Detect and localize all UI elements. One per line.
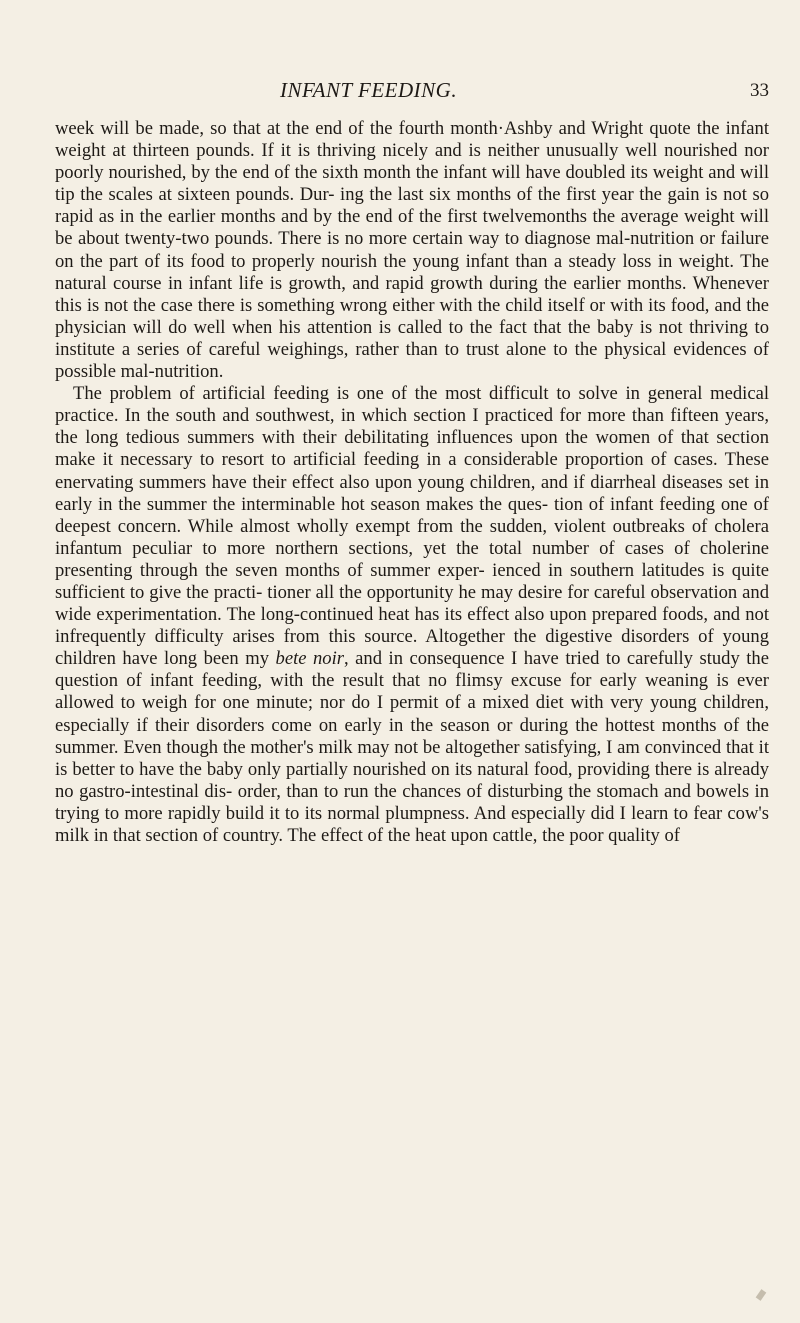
running-head-title: INFANT FEEDING.	[280, 78, 458, 102]
paragraph-text-after: , and in consequence I have tried to carefully study the question of infant feeding, with the result that no flimsy excuse for early weaning is ever allowed to weigh for one minute; nor do I permit of a mixed diet with very young children, especially if their disorders come on early in the season or during the hottest months of the summer. Even though the mother's milk may not be altogether satisfying, I am convinced that it is better to have the baby only partially nourished on its natural food, providing there is already no gastro-intestinal dis- order, than to run the chances of disturbing the stomach and bowels in trying to more rapidly build it to its normal plumpness. And especially did I learn to fear cow's milk in that section of country. The effect of the heat upon cattle, the poor quality of	[55, 648, 769, 846]
paragraph-continued: week will be made, so that at the end of the fourth month·Ashby and Wright quote the infant weight at thirteen pounds. If it is thriving nicely and is neither unusually well nourished nor poorly nourished, by the end of the sixth month the infant will have doubled its weight and will tip the scales at sixteen pounds. Dur- ing the last six months of the first year the gain is not so rapid as in the earlier months and by the end of the first twelvemonths the average weight will be about twenty-two pounds. There is no more certain way to diagnose mal-nutrition or failure on the part of its food to properly nourish the young infant than a steady loss in weight. The natural course in infant life is growth, and rapid growth during the earlier months. Whenever this is not the case there is something wrong either with the child itself or with its food, and the physician will do well when his attention is called to the fact that the baby is not thriving to institute a series of careful weighings, rather than to trust alone to the physical evidences of possible mal-nutrition.	[55, 118, 769, 383]
paragraph-artificial-feeding	[55, 383, 769, 847]
body-text	[55, 118, 769, 847]
running-head	[0, 78, 800, 108]
page-number: 33	[750, 80, 769, 101]
italic-phrase: bete noir	[275, 648, 344, 670]
paragraph-text-before: The problem of artificial feeding is one of the most difficult to solve in general medical practice. In the south and southwest, in which section I practiced for more than fifteen years, the long tedious summers with their debilitating influences upon the women of that section make it necessary to resort to artificial feeding in a considerable proportion of cases. These enervating summers have their effect also upon young children, and if diarrheal diseases set in early in the summer the interminable hot season makes the ques- tion of infant feeding one of deepest concern. While almost wholly exempt from the sudden, violent outbreaks of cholera infantum peculiar to more northern sections, yet the total number of cases of cholerine presenting through the seven months of summer exper- ienced in southern latitudes is quite sufficient to give the practi- tioner all the opportunity he may desire for careful observation and wide experimentation. The long-continued heat has its effect also upon prepared foods, and not infrequently difficulty arises from this source. Altogether the digestive disorders of young children have long been my	[55, 383, 769, 670]
paper-speck	[756, 1289, 767, 1301]
